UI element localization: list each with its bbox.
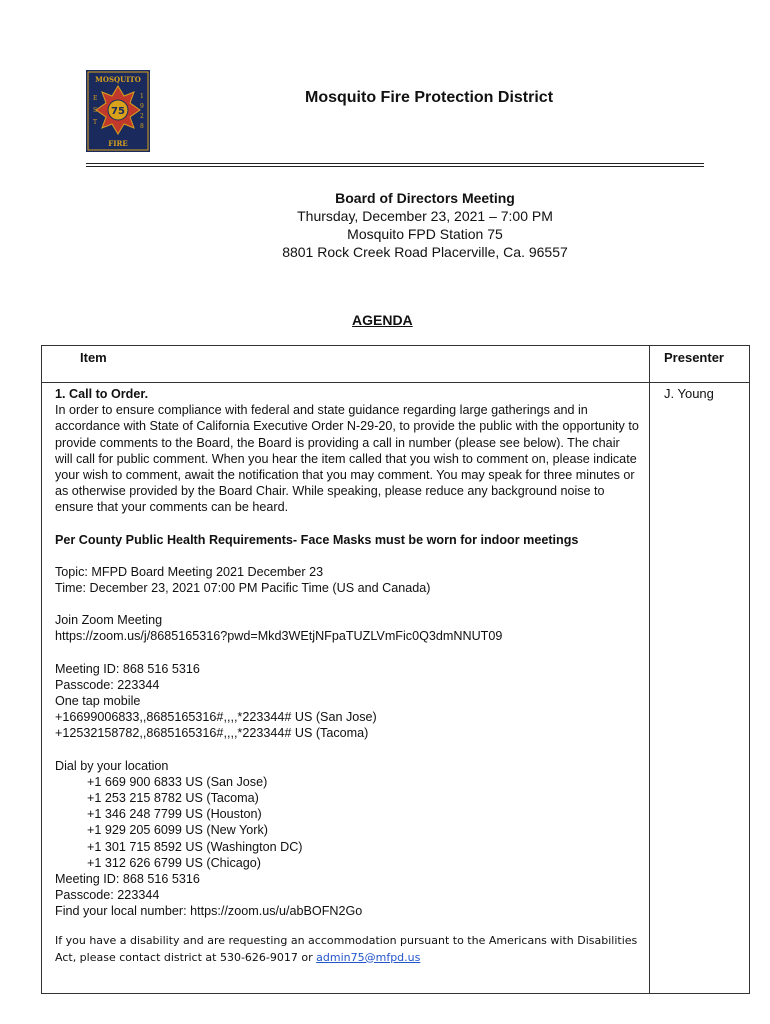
logo-bottom-text: FIRE (108, 139, 128, 148)
svg-text:E: E (93, 95, 98, 102)
svg-text:2: 2 (140, 113, 144, 120)
column-header-presenter: Presenter (664, 350, 724, 365)
dial-number: +1 669 900 6833 US (San Jose) (87, 774, 268, 789)
svg-text:T: T (93, 119, 98, 126)
agenda-heading: AGENDA (352, 312, 413, 328)
meeting-location: Mosquito FPD Station 75 (347, 226, 503, 242)
passcode-2: Passcode: 223344 (55, 888, 160, 903)
svg-text:9: 9 (140, 103, 144, 110)
dial-number: +1 346 248 7799 US (Houston) (87, 807, 262, 822)
logo-top-text: MOSQUITO (95, 75, 141, 84)
disclaimer-text: If you have a disability and are requesting an accommodation pursuant to the Americans with Disabilities Act, please contact district at 530-626-9017 or (55, 933, 638, 964)
item-intro: In order to ensure compliance with federal and state guidance regarding large gatherings and in accordance with State of California Executive Order N-29-20, to provide the public with the opportunity to provide comments to the Board, the Board is providing a call in number (please see below). The chair will call for public comment. When you hear the item called that you wish to comment on, please indicate your wish to comment, await the notification that you may comment. You may speak for three minutes or as otherwise provided by the Board Chair. While speaking, please reduce any background noise to ensure that your comments can be heard. (55, 403, 639, 515)
meeting-address: 8801 Rock Creek Road Placerville, Ca. 96557 (282, 244, 568, 260)
dial-number: +1 929 205 6099 US (New York) (87, 823, 268, 838)
svg-text:1: 1 (140, 93, 144, 100)
header-row-divider (42, 382, 749, 383)
column-divider (649, 346, 650, 993)
meeting-title: Board of Directors Meeting (335, 190, 515, 206)
local-number: Find your local number: https://zoom.us/u/abBOFN2Go (55, 904, 363, 919)
mask-requirement: Per County Public Health Requirements- Face Masks must be worn for indoor meetings (55, 532, 579, 547)
meeting-id-2: Meeting ID: 868 516 5316 (55, 872, 200, 887)
fire-district-logo (86, 70, 150, 152)
dial-label: Dial by your location (55, 758, 169, 773)
meeting-id: Meeting ID: 868 516 5316 (55, 661, 200, 676)
join-zoom-label: Join Zoom Meeting (55, 613, 163, 628)
organization-title: Mosquito Fire Protection District (305, 89, 554, 106)
column-header-item: Item (80, 350, 107, 365)
one-tap-number: +12532158782,,8685165316#,,,,*223344# US (Tacoma) (55, 726, 369, 741)
meeting-date: Thursday, December 23, 2021 – 7:00 PM (297, 208, 553, 224)
one-tap-label: One tap mobile (55, 694, 141, 709)
zoom-time: Time: December 23, 2021 07:00 PM Pacific Time (US and Canada) (55, 581, 431, 596)
item-presenter: J. Young (664, 386, 714, 401)
logo-number: 75 (111, 106, 125, 117)
zoom-topic: Topic: MFPD Board Meeting 2021 December 23 (55, 564, 324, 579)
header-divider (86, 163, 704, 167)
dial-number: +1 312 626 6799 US (Chicago) (87, 855, 261, 870)
meeting-info (240, 189, 610, 261)
agenda-item-call-to-order (55, 386, 640, 966)
contact-email-link[interactable]: admin75@mfpd.us (316, 950, 421, 964)
passcode: Passcode: 223344 (55, 677, 160, 692)
dial-number: +1 301 715 8592 US (Washington DC) (87, 839, 303, 854)
ada-disclaimer (55, 932, 640, 966)
dial-number: +1 253 215 8782 US (Tacoma) (87, 791, 259, 806)
svg-text:S: S (93, 107, 98, 114)
svg-text:8: 8 (140, 123, 144, 130)
agenda-table (41, 345, 750, 994)
join-zoom-url[interactable]: https://zoom.us/j/8685165316?pwd=Mkd3WEtjNFpaTUZLVmFic0Q3dmNNUT09 (55, 629, 503, 644)
item-heading: 1. Call to Order. (55, 387, 149, 401)
one-tap-number: +16699006833,,8685165316#,,,,*223344# US (San Jose) (55, 710, 377, 725)
